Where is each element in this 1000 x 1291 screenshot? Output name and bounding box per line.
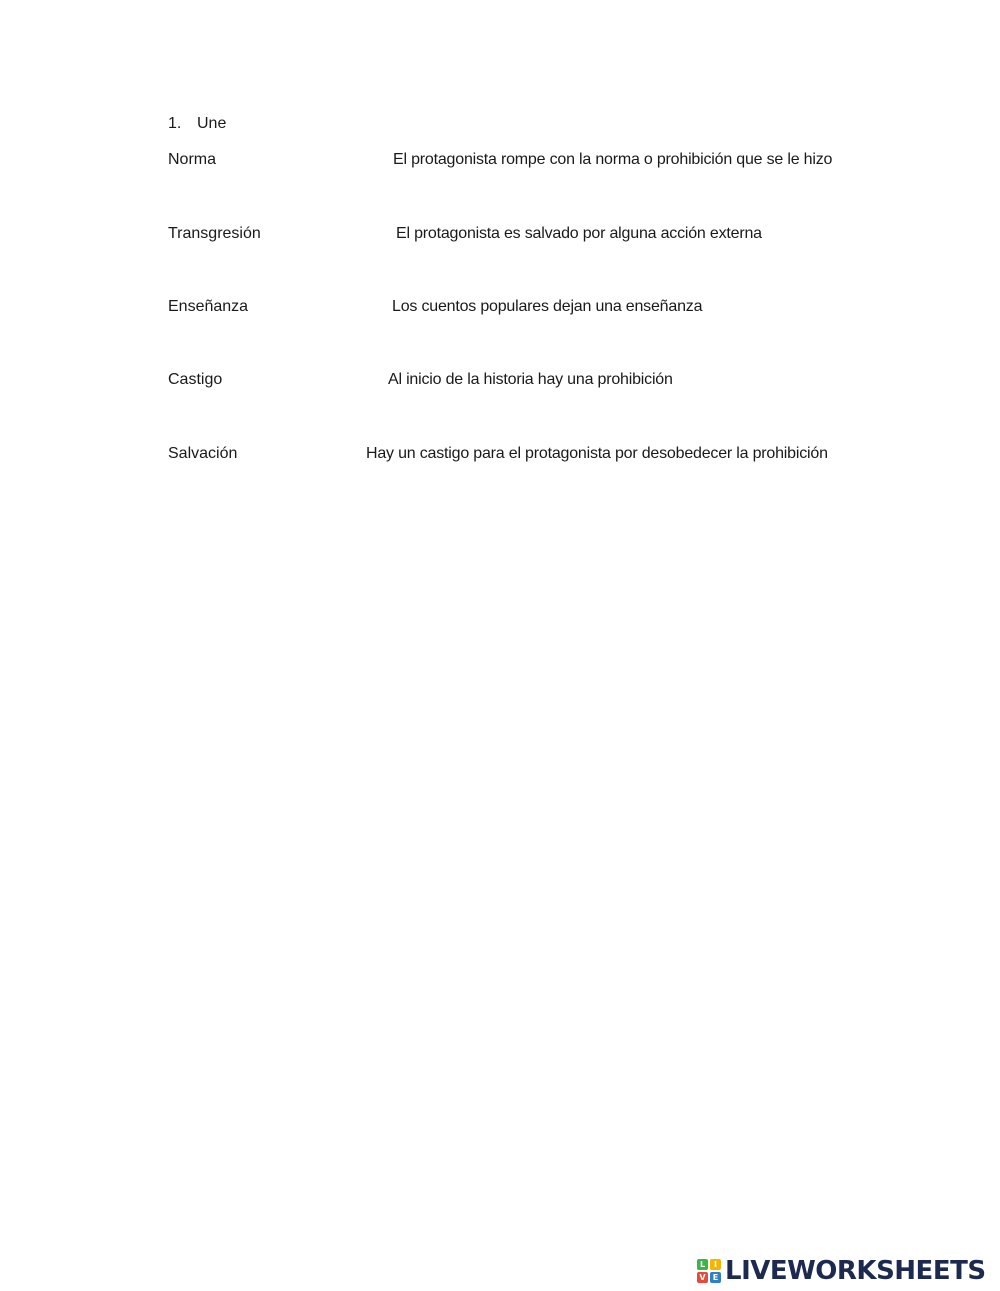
definition-4: Al inicio de la historia hay una prohibición bbox=[388, 371, 673, 388]
liveworksheets-logo bbox=[697, 1257, 986, 1285]
definition-2: El protagonista es salvado por alguna acción externa bbox=[396, 225, 762, 242]
instruction bbox=[168, 115, 226, 133]
term-norma: Norma bbox=[168, 151, 217, 168]
liveworksheets-mark-icon bbox=[697, 1259, 721, 1283]
mark-letter-v: V bbox=[697, 1272, 708, 1283]
term-castigo: Castigo bbox=[168, 371, 223, 388]
term-ensenanza: Enseñanza bbox=[168, 298, 249, 315]
mark-letter-i: I bbox=[710, 1259, 721, 1270]
liveworksheets-wordmark: LIVEWORKSHEETS bbox=[725, 1256, 986, 1286]
instruction-text: Une bbox=[197, 115, 227, 132]
definition-1: El protagonista rompe con la norma o prohibición que se le hizo bbox=[393, 151, 833, 168]
mark-letter-e: E bbox=[710, 1272, 721, 1283]
mark-letter-l: L bbox=[697, 1259, 708, 1270]
term-transgresion: Transgresión bbox=[168, 225, 261, 242]
definition-5: Hay un castigo para el protagonista por desobedecer la prohibición bbox=[366, 445, 828, 462]
term-salvacion: Salvación bbox=[168, 445, 238, 462]
definition-3: Los cuentos populares dejan una enseñanza bbox=[392, 298, 703, 315]
instruction-number: 1. bbox=[168, 115, 182, 132]
